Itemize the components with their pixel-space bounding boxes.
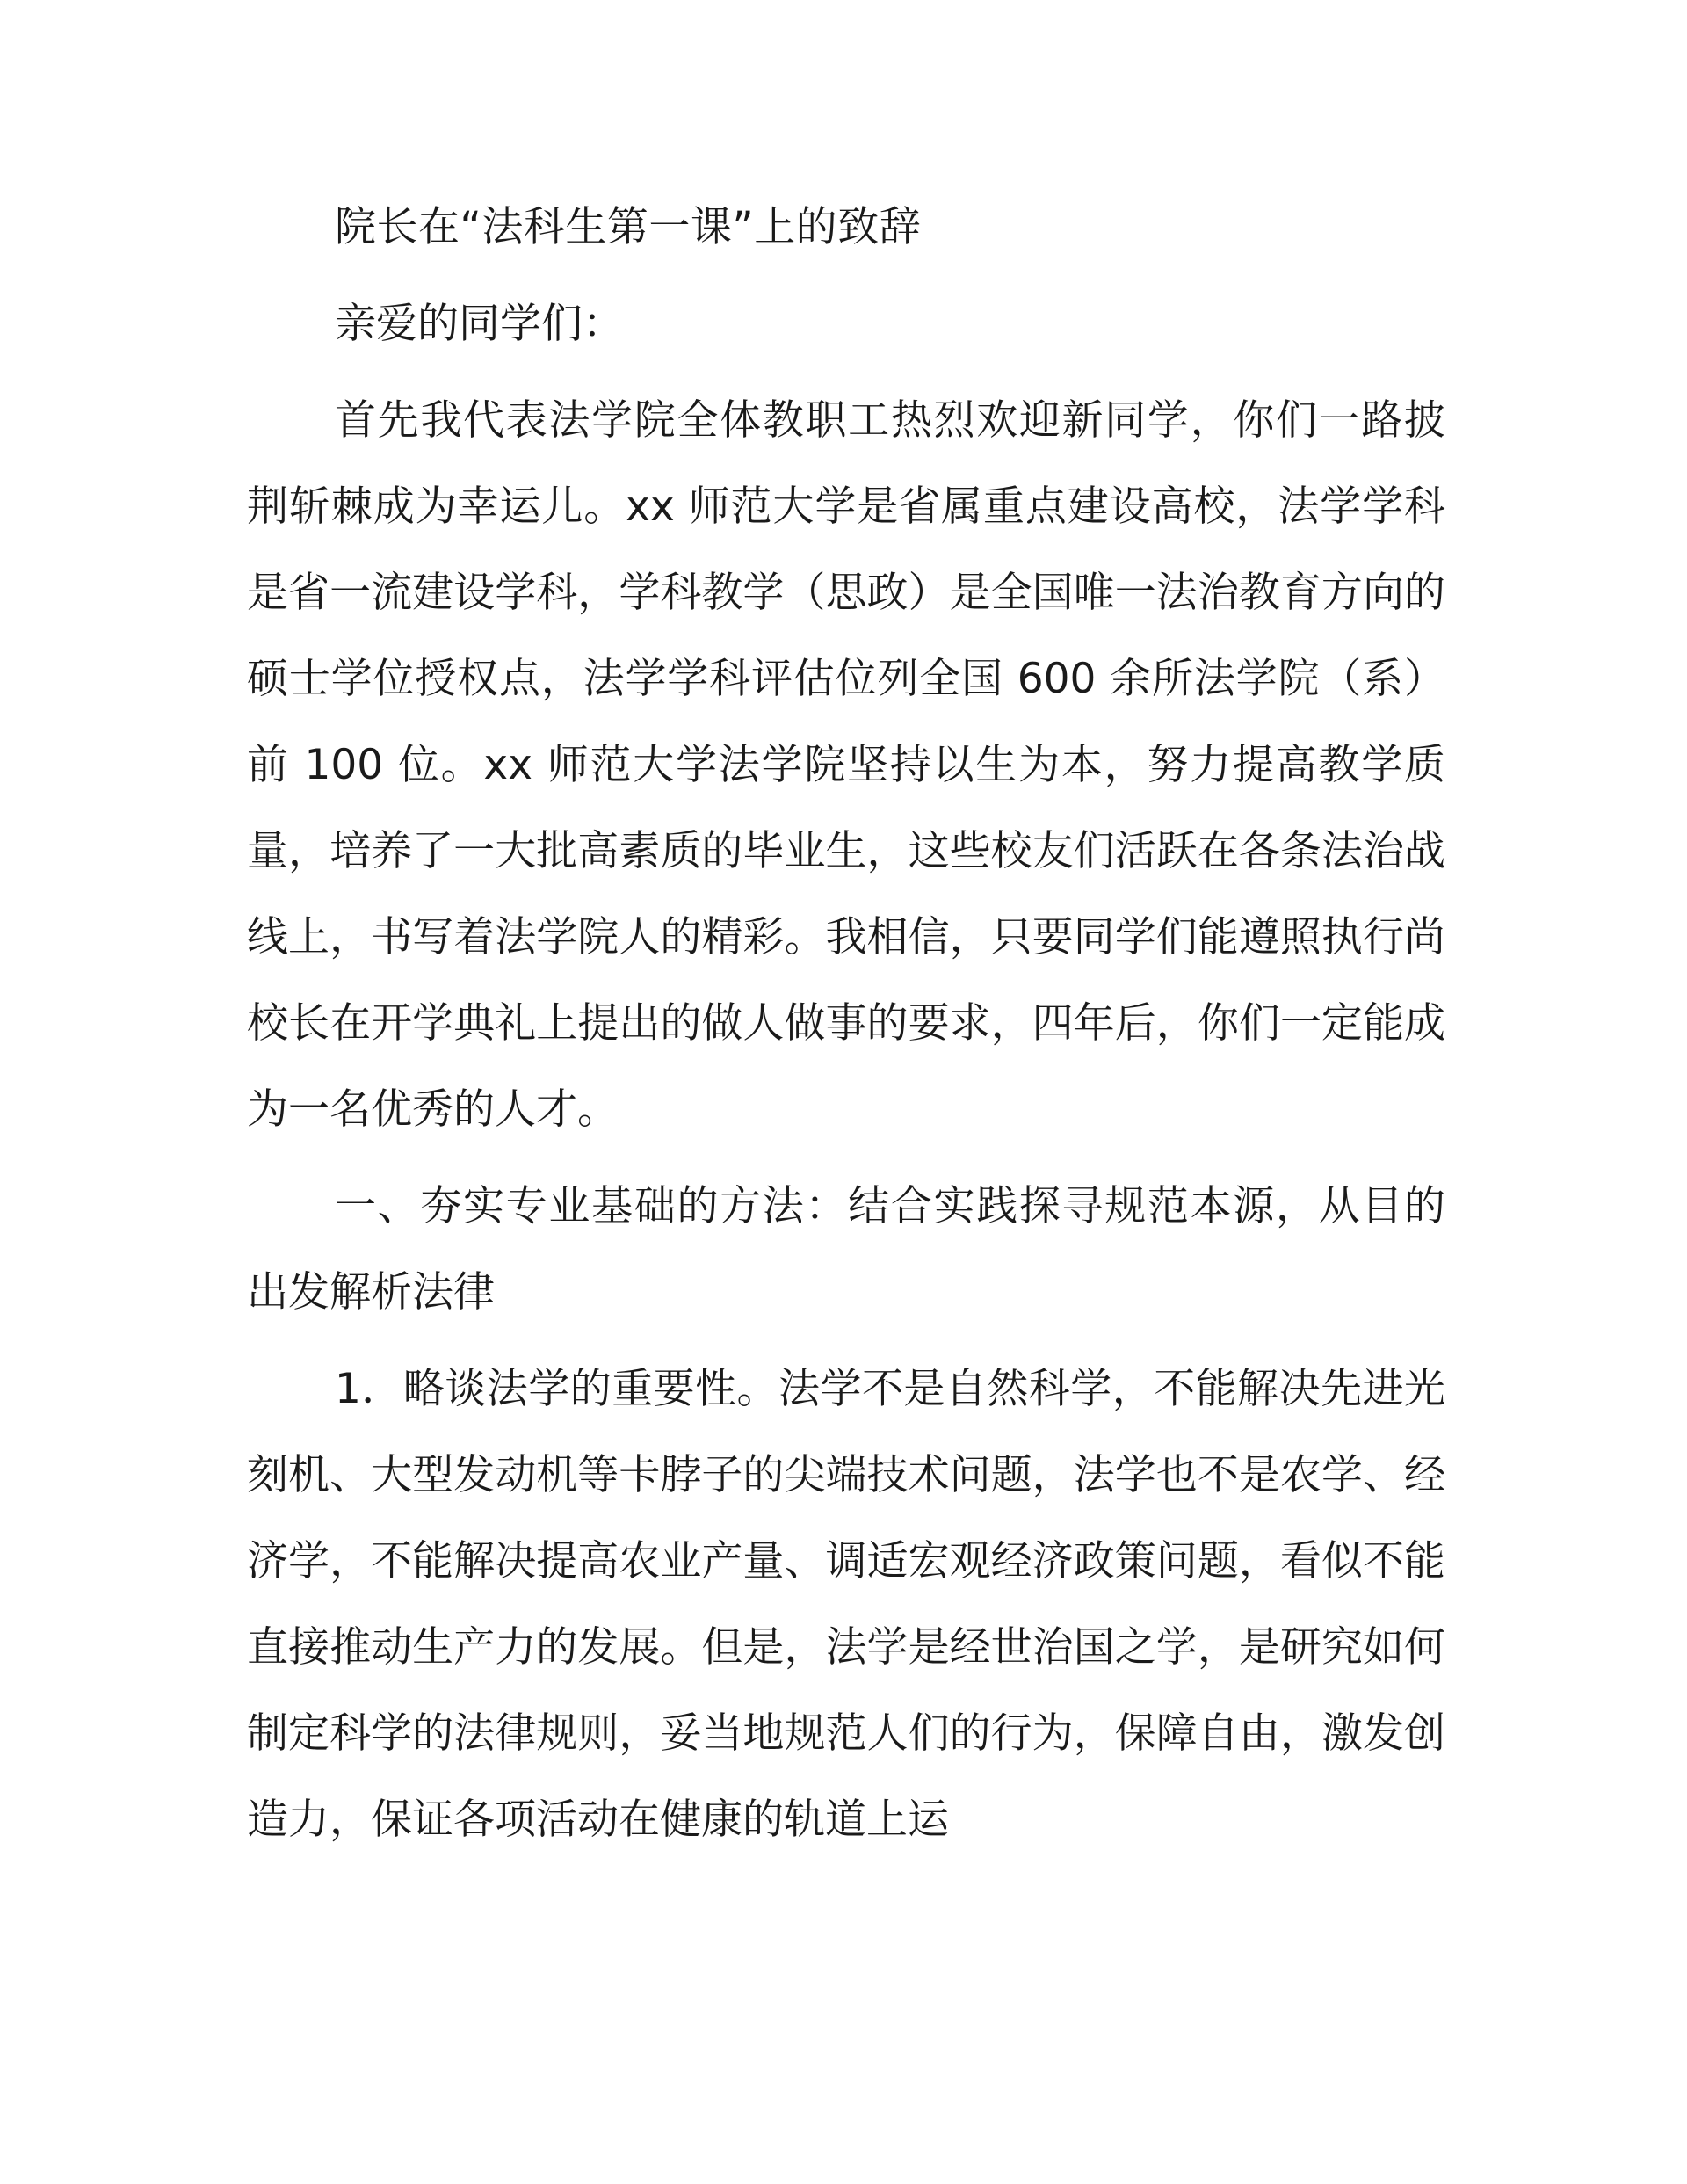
section-heading-1: 一、夯实专业基础的方法：结合实践探寻规范本源，从目的出发解析法律 xyxy=(247,1182,1445,1317)
paragraph-welcome: 首先我代表法学院全体教职工热烈欢迎新同学，你们一路披荆斩棘成为幸运儿。xx 师范大学是省属重点建设高校，法学学科是省一流建设学科，学科教学（思政）是全国唯一法治教育方向的硕士学位授权点，法学学科评估位列全国 600 余所法学院（系）前 100 位。xx 师范大学法学院坚持以生为本，努力提高教学质量，培养了一大批高素质的毕业生，这些校友们活跃在各条法治战线上，书写着法学院人的精彩。我相信，只要同学们能遵照执行尚校长在开学典礼上提出的做人做事的要求，四年后，你们一定能成为一名优秀的人才。 xyxy=(247,396,1445,1134)
document-body xyxy=(247,185,1445,1863)
paragraph-importance: 1．略谈法学的重要性。法学不是自然科学，不能解决先进光刻机、大型发动机等卡脖子的尖端技术问题，法学也不是农学、经济学，不能解决提高农业产量、调适宏观经济政策问题，看似不能直接推动生产力的发展。但是，法学是经世治国之学，是研究如何制定科学的法律规则，妥当地规范人们的行为，保障自由，激发创造力，保证各项活动在健康的轨道上运 xyxy=(247,1365,1445,1844)
document-title: 院长在“法科生第一课”上的致辞 xyxy=(335,203,922,251)
salutation: 亲爱的同学们： xyxy=(335,300,624,348)
